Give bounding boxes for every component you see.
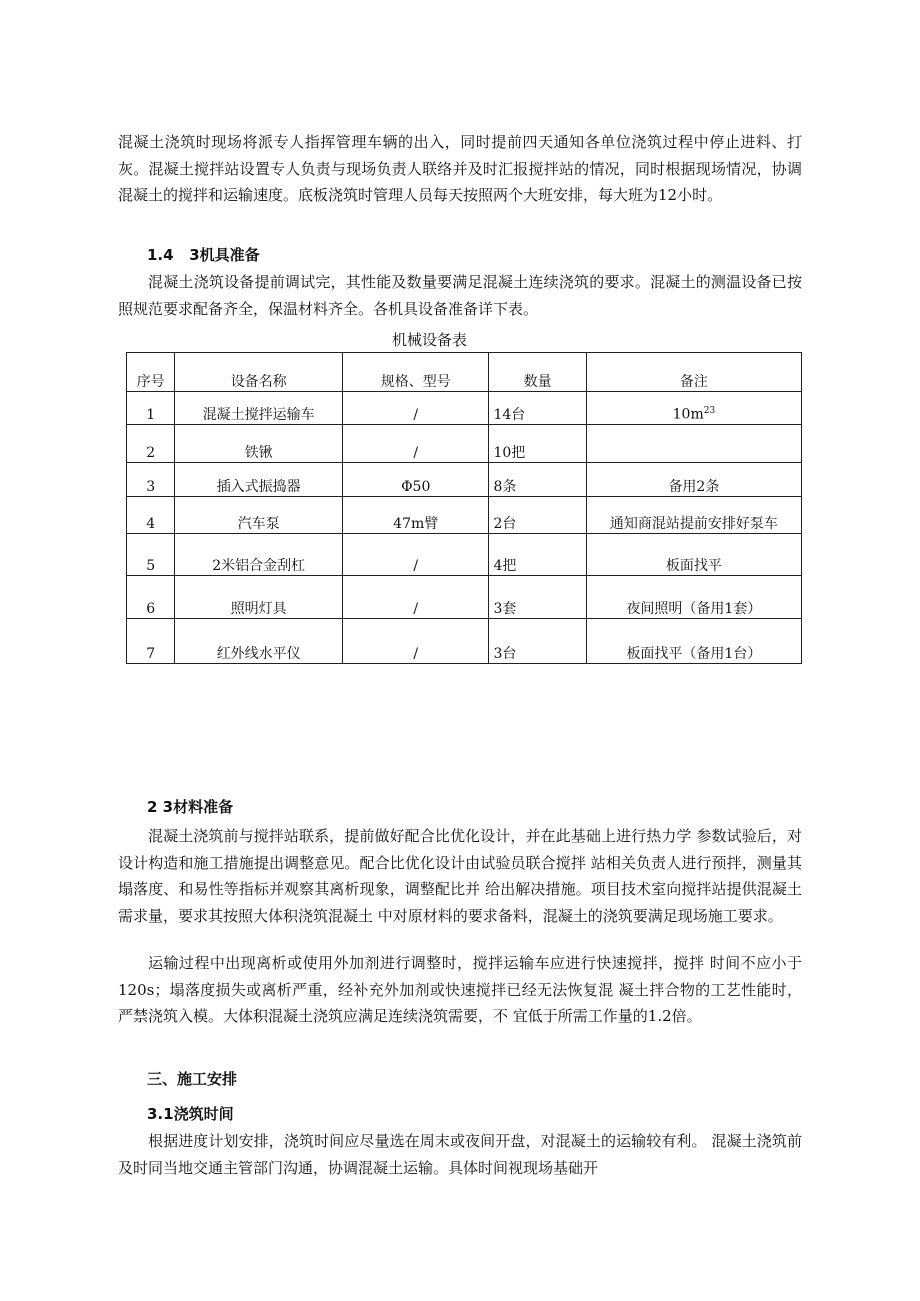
- cell-spec: Φ50: [342, 463, 488, 497]
- cell-name: 混凝土搅拌运输车: [175, 392, 343, 425]
- cell-qty: 8条: [489, 463, 586, 497]
- cell-note: [586, 425, 801, 463]
- cell-name: 2米铝合金刮杠: [175, 534, 343, 576]
- cell-spec: /: [342, 619, 488, 664]
- cell-spec: /: [342, 425, 488, 463]
- paragraph-pouring-time: 根据进度计划安排，浇筑时间应尽量选在周末或夜间开盘，对混凝土的运输较有利。 混凝土浇筑前及时同当地交通主管部门沟通，协调混凝土运输。具体时间视现场基础开: [118, 1132, 802, 1177]
- note-text: 10m: [672, 407, 704, 423]
- cell-qty: 2台: [489, 497, 586, 534]
- heading-pouring-time: 3.1浇筑时间: [147, 1105, 234, 1123]
- paragraph-pouring-management: 混凝土浇筑时现场将派专人指挥管理车辆的出入，同时提前四天通知各单位浇筑过程中停止进料、打灰。混凝土搅拌站设置专人负责与现场负责人联络并及时汇报搅拌站的情况，同时根据现场情况，协调混凝土的搅拌和运输速度。底板浇筑时管理人员每天按照两个大班安排，每大班为12小时。: [118, 133, 802, 204]
- cell-spec: /: [342, 534, 488, 576]
- header-qty: 数量: [489, 353, 586, 392]
- cell-name: 红外线水平仪: [175, 619, 343, 664]
- header-note: 备注: [586, 353, 801, 392]
- cell-qty: 4把: [489, 534, 586, 576]
- cell-note: [586, 392, 801, 425]
- equipment-table: [126, 352, 802, 664]
- cell-qty: 10把: [489, 425, 586, 463]
- header-no: 序号: [127, 353, 175, 392]
- table-row: [127, 619, 802, 664]
- cell-name: 照明灯具: [175, 576, 343, 619]
- cell-qty: 14台: [489, 392, 586, 425]
- heading-material-prep: 2 3材料准备: [147, 798, 234, 816]
- cell-note: 板面找平: [586, 534, 801, 576]
- table-row: [127, 534, 802, 576]
- table-row: [127, 576, 802, 619]
- heading-equipment-prep: 1.4 3机具准备: [147, 246, 260, 264]
- cell-note: 夜间照明（备用1套）: [586, 576, 801, 619]
- table-row: [127, 497, 802, 534]
- heading-construction-schedule: 三、施工安排: [147, 1070, 238, 1088]
- cell-no: 7: [127, 619, 175, 664]
- cell-qty: 3套: [489, 576, 586, 619]
- paragraph-material-prep: 混凝土浇筑前与搅拌站联系，提前做好配合比优化设计，并在此基础上进行热力学 参数试验后，对设计构造和施工措施提出调整意见。配合比优化设计由试验员联合搅拌 站相关负责人进行预拌，测量其塌落度、和易性等指标并观察其离析现象，调整配比并 给出解决措施。项目技术室向搅拌站提供混凝土需求量，要求其按照大体积浇筑混凝土 中对原材料的要求备料，混凝土的浇筑要满足现场施工要求。: [118, 827, 802, 925]
- table-title: 机械设备表: [392, 331, 468, 349]
- cell-note: 板面找平（备用1台）: [586, 619, 801, 664]
- cell-name: 铁锹: [175, 425, 343, 463]
- cell-no: 2: [127, 425, 175, 463]
- cell-no: 4: [127, 497, 175, 534]
- cell-qty: 3台: [489, 619, 586, 664]
- paragraph-transport: 运输过程中出现离析或使用外加剂进行调整时，搅拌运输车应进行快速搅拌，搅拌 时间不应小于120s；塌落度损失或离析严重，经补充外加剂或快速搅拌已经无法恢复混 凝土拌合物的工艺性能时，严禁浇筑入模。大体积混凝土浇筑应满足连续浇筑需要，不 宜低于所需工作量的1.2倍。: [118, 954, 802, 1025]
- header-spec: 规格、型号: [342, 353, 488, 392]
- cell-no: 6: [127, 576, 175, 619]
- note-superscript: 23: [703, 406, 716, 417]
- header-name: 设备名称: [175, 353, 343, 392]
- table-row: [127, 392, 802, 425]
- cell-no: 5: [127, 534, 175, 576]
- cell-no: 3: [127, 463, 175, 497]
- paragraph-equipment-prep: 混凝土浇筑设备提前调试完，其性能及数量要满足混凝土连续浇筑的要求。混凝土的测温设备已按照规范要求配备齐全，保温材料齐全。各机具设备准备详下表。: [118, 273, 802, 318]
- cell-spec: 47m臂: [342, 497, 488, 534]
- cell-note: 通知商混站提前安排好泵车: [586, 497, 801, 534]
- cell-name: 插入式振捣器: [175, 463, 343, 497]
- cell-spec: /: [342, 576, 488, 619]
- table-row: [127, 425, 802, 463]
- table-header-row: [127, 353, 802, 392]
- cell-no: 1: [127, 392, 175, 425]
- cell-note: 备用2条: [586, 463, 801, 497]
- cell-spec: /: [342, 392, 488, 425]
- table-row: [127, 463, 802, 497]
- cell-name: 汽车泵: [175, 497, 343, 534]
